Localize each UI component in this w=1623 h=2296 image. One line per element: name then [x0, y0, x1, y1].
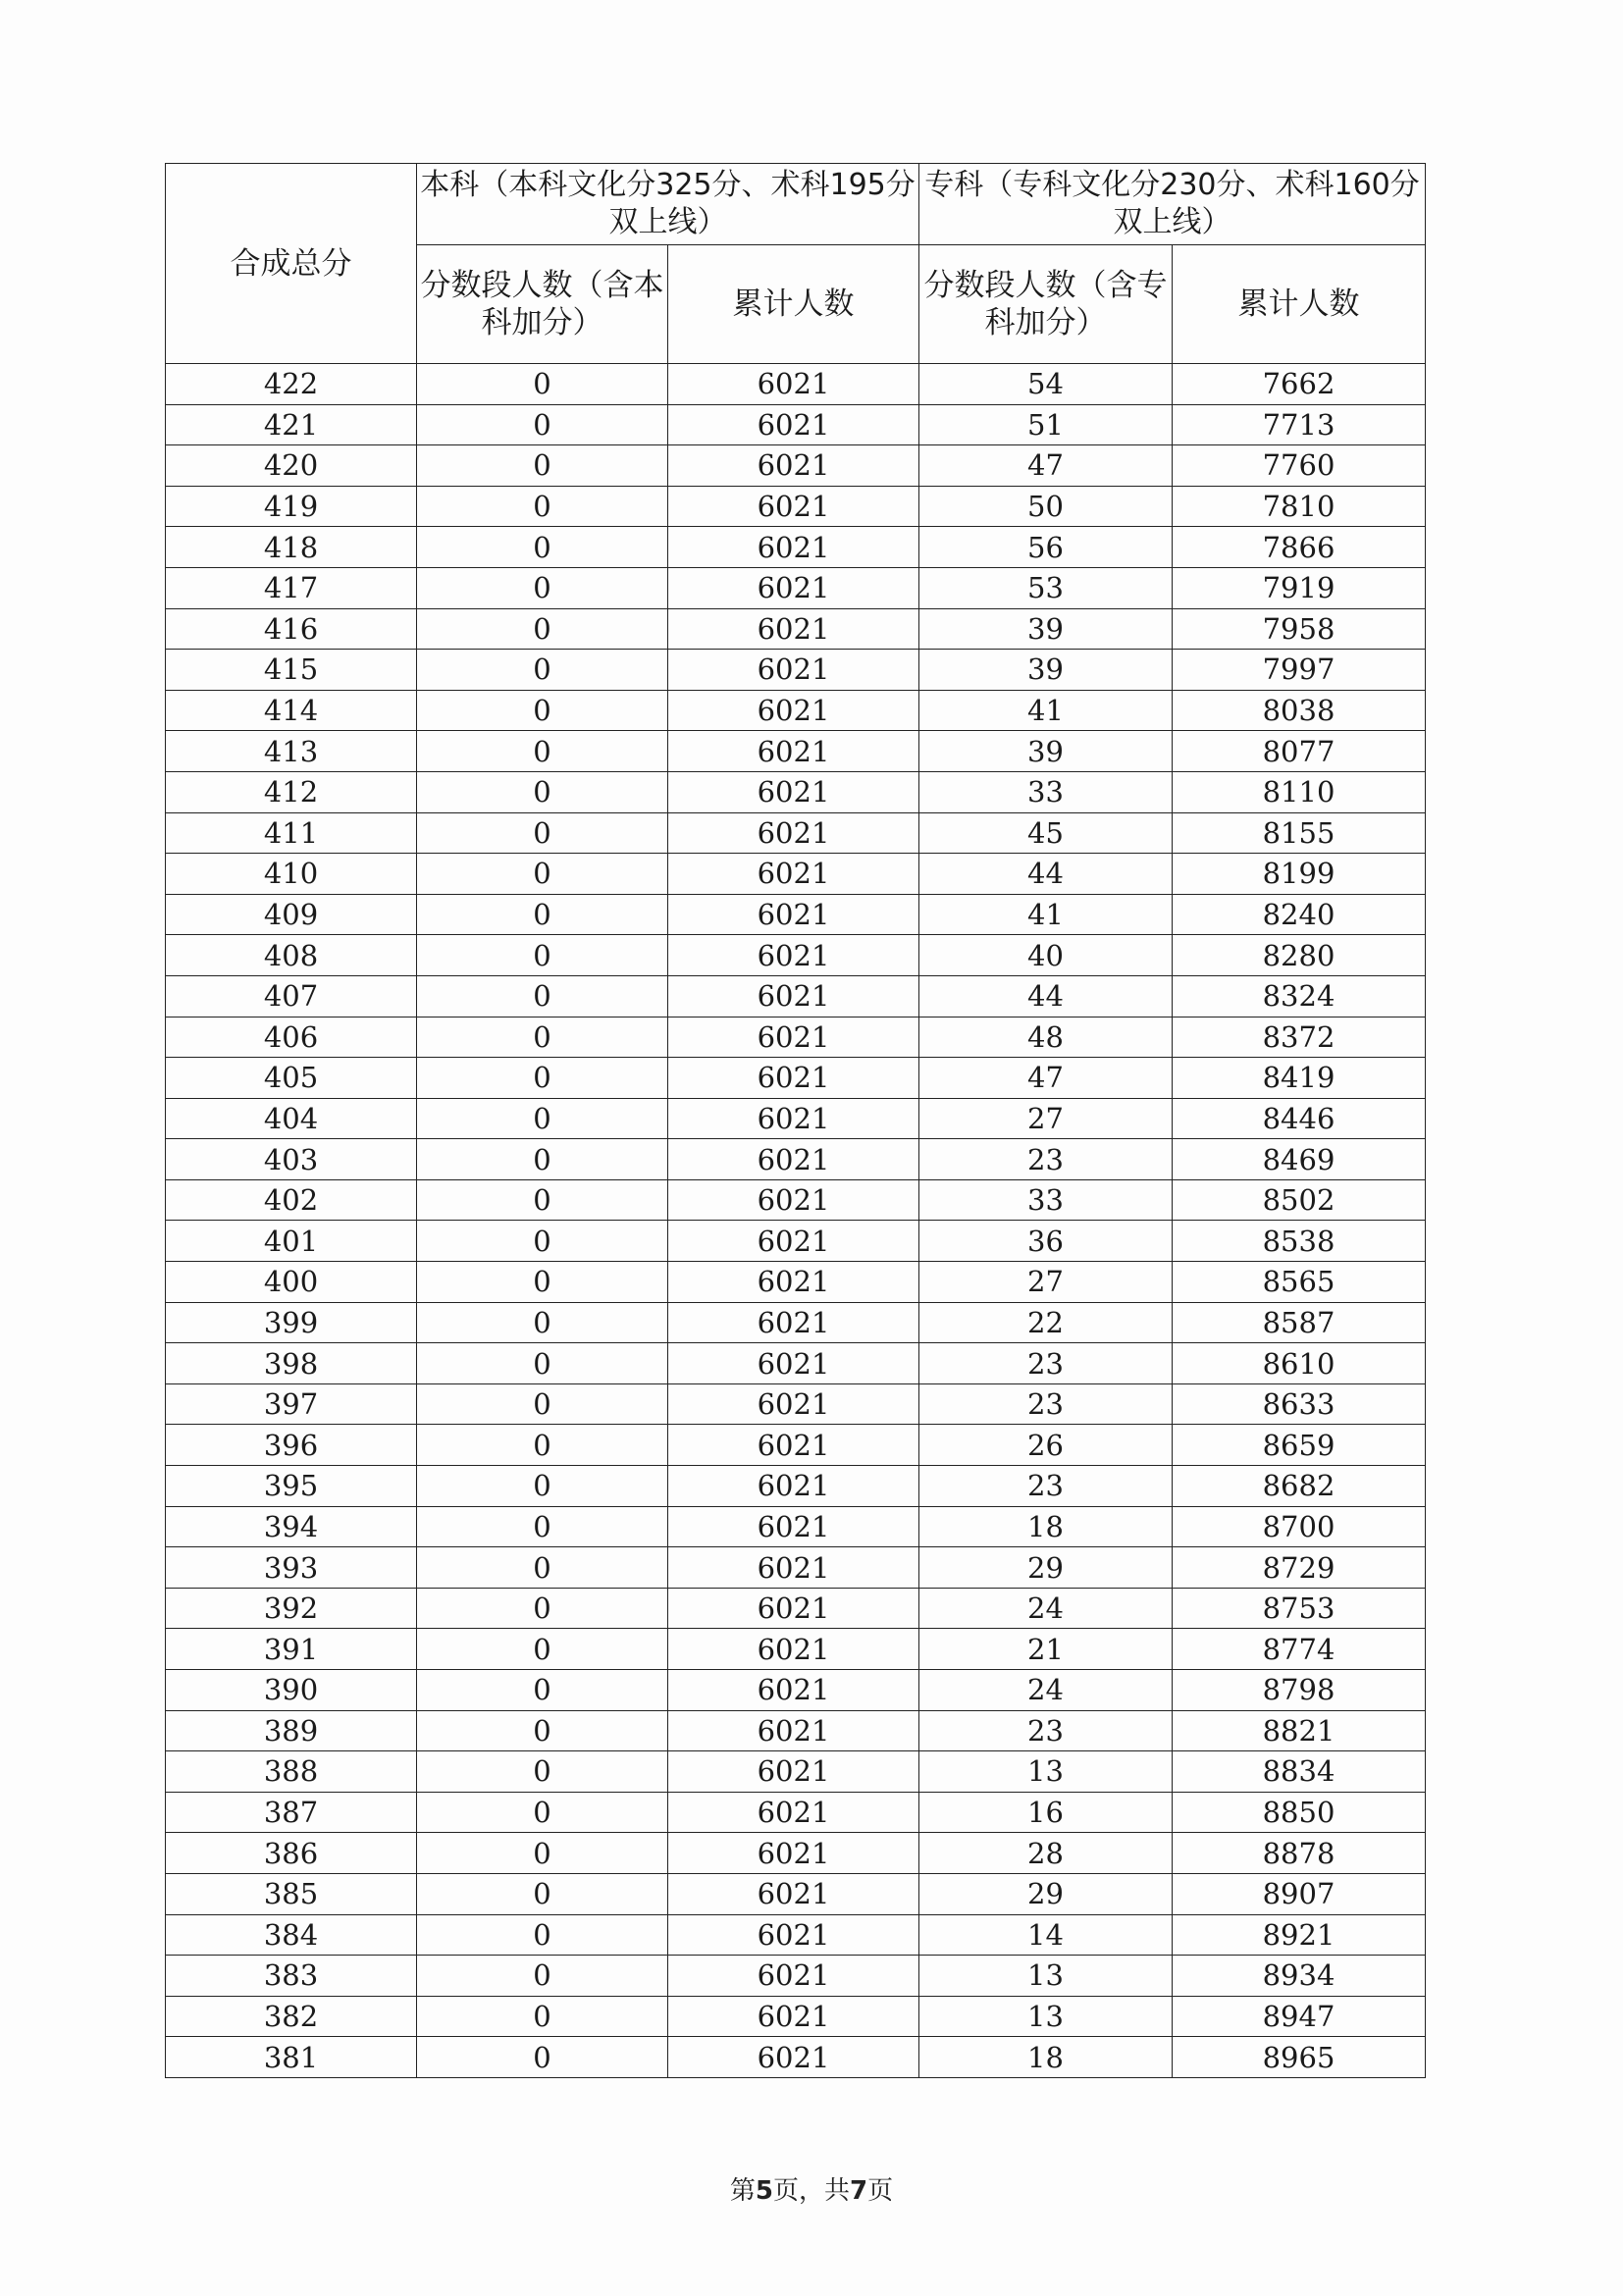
header-ug-segment-count: 分数段人数（含本科加分） — [417, 245, 668, 364]
cell-total-score: 420 — [166, 445, 417, 487]
cell-total-score: 396 — [166, 1425, 417, 1466]
cell-total-score: 402 — [166, 1179, 417, 1221]
table-row — [166, 1262, 1426, 1303]
cell-jc-segment-count: 48 — [919, 1017, 1173, 1058]
cell-ug-cumulative: 6021 — [668, 650, 919, 691]
cell-total-score: 381 — [166, 2037, 417, 2078]
cell-jc-segment-count: 21 — [919, 1629, 1173, 1670]
table-row — [166, 1383, 1426, 1425]
cell-jc-segment-count: 39 — [919, 608, 1173, 650]
cell-jc-cumulative: 8921 — [1173, 1914, 1426, 1956]
cell-ug-cumulative: 6021 — [668, 935, 919, 976]
cell-jc-cumulative: 8907 — [1173, 1873, 1426, 1914]
table-row — [166, 1710, 1426, 1751]
cell-ug-cumulative: 6021 — [668, 445, 919, 487]
table-row — [166, 690, 1426, 731]
table-row — [166, 1751, 1426, 1793]
cell-ug-cumulative: 6021 — [668, 1506, 919, 1547]
cell-total-score: 411 — [166, 812, 417, 854]
cell-ug-cumulative: 6021 — [668, 1466, 919, 1507]
cell-jc-segment-count: 14 — [919, 1914, 1173, 1956]
cell-ug-cumulative: 6021 — [668, 1098, 919, 1139]
cell-ug-segment-count: 0 — [417, 1710, 668, 1751]
cell-jc-cumulative: 8729 — [1173, 1547, 1426, 1589]
cell-ug-segment-count: 0 — [417, 894, 668, 935]
cell-ug-cumulative: 6021 — [668, 854, 919, 895]
cell-ug-segment-count: 0 — [417, 1588, 668, 1629]
cell-ug-cumulative: 6021 — [668, 1956, 919, 1997]
cell-ug-cumulative: 6021 — [668, 731, 919, 772]
table-row — [166, 1179, 1426, 1221]
cell-jc-cumulative: 8878 — [1173, 1833, 1426, 1874]
cell-total-score: 406 — [166, 1017, 417, 1058]
cell-jc-segment-count: 18 — [919, 1506, 1173, 1547]
cell-ug-cumulative: 6021 — [668, 1914, 919, 1956]
cell-ug-segment-count: 0 — [417, 1098, 668, 1139]
cell-jc-cumulative: 8372 — [1173, 1017, 1426, 1058]
cell-jc-cumulative: 8659 — [1173, 1425, 1426, 1466]
cell-total-score: 385 — [166, 1873, 417, 1914]
table-row — [166, 1996, 1426, 2037]
cell-jc-segment-count: 45 — [919, 812, 1173, 854]
cell-ug-cumulative: 6021 — [668, 608, 919, 650]
cell-jc-segment-count: 23 — [919, 1343, 1173, 1384]
cell-jc-segment-count: 24 — [919, 1670, 1173, 1711]
table-row — [166, 1058, 1426, 1099]
cell-jc-cumulative: 8700 — [1173, 1506, 1426, 1547]
cell-total-score: 392 — [166, 1588, 417, 1629]
table-row — [166, 1873, 1426, 1914]
cell-jc-cumulative: 8502 — [1173, 1179, 1426, 1221]
cell-jc-segment-count: 39 — [919, 650, 1173, 691]
cell-jc-segment-count: 22 — [919, 1302, 1173, 1343]
cell-jc-segment-count: 28 — [919, 1833, 1173, 1874]
table-row — [166, 1139, 1426, 1180]
table-row — [166, 1547, 1426, 1589]
cell-ug-segment-count: 0 — [417, 1425, 668, 1466]
table-row — [166, 1956, 1426, 1997]
table-row — [166, 854, 1426, 895]
cell-jc-cumulative: 8774 — [1173, 1629, 1426, 1670]
footer-middle: 页，共 — [772, 2176, 850, 2206]
cell-ug-segment-count: 0 — [417, 1996, 668, 2037]
cell-ug-cumulative: 6021 — [668, 1588, 919, 1629]
table-row — [166, 894, 1426, 935]
table-row — [166, 650, 1426, 691]
cell-total-score: 412 — [166, 771, 417, 812]
cell-ug-cumulative: 6021 — [668, 1425, 919, 1466]
cell-ug-segment-count: 0 — [417, 1302, 668, 1343]
cell-ug-segment-count: 0 — [417, 1914, 668, 1956]
cell-ug-cumulative: 6021 — [668, 567, 919, 608]
cell-ug-segment-count: 0 — [417, 1466, 668, 1507]
table-row — [166, 1098, 1426, 1139]
cell-ug-cumulative: 6021 — [668, 1383, 919, 1425]
cell-ug-cumulative: 6021 — [668, 364, 919, 405]
cell-total-score: 410 — [166, 854, 417, 895]
cell-jc-segment-count: 54 — [919, 364, 1173, 405]
cell-jc-cumulative: 8419 — [1173, 1058, 1426, 1099]
cell-total-score: 400 — [166, 1262, 417, 1303]
cell-jc-cumulative: 8850 — [1173, 1792, 1426, 1833]
cell-jc-segment-count: 41 — [919, 894, 1173, 935]
cell-ug-cumulative: 6021 — [668, 1710, 919, 1751]
table-row — [166, 404, 1426, 445]
cell-ug-cumulative: 6021 — [668, 1547, 919, 1589]
cell-ug-segment-count: 0 — [417, 2037, 668, 2078]
table-row — [166, 975, 1426, 1017]
table-row — [166, 935, 1426, 976]
cell-jc-cumulative: 8834 — [1173, 1751, 1426, 1793]
cell-jc-segment-count: 36 — [919, 1221, 1173, 1262]
cell-jc-segment-count: 44 — [919, 975, 1173, 1017]
table-row — [166, 1833, 1426, 1874]
footer-page-number: 5 — [755, 2176, 773, 2206]
cell-jc-cumulative: 7662 — [1173, 364, 1426, 405]
cell-total-score: 389 — [166, 1710, 417, 1751]
cell-ug-segment-count: 0 — [417, 771, 668, 812]
header-ug-cumulative: 累计人数 — [668, 245, 919, 364]
cell-ug-segment-count: 0 — [417, 486, 668, 527]
cell-ug-segment-count: 0 — [417, 935, 668, 976]
table-row — [166, 1629, 1426, 1670]
cell-ug-segment-count: 0 — [417, 1262, 668, 1303]
cell-ug-segment-count: 0 — [417, 527, 668, 568]
table-row — [166, 1914, 1426, 1956]
cell-ug-segment-count: 0 — [417, 1221, 668, 1262]
cell-jc-segment-count: 29 — [919, 1873, 1173, 1914]
cell-jc-segment-count: 33 — [919, 1179, 1173, 1221]
cell-ug-cumulative: 6021 — [668, 975, 919, 1017]
cell-ug-cumulative: 6021 — [668, 1343, 919, 1384]
cell-ug-cumulative: 6021 — [668, 894, 919, 935]
header-total-score: 合成总分 — [166, 164, 417, 364]
cell-jc-segment-count: 53 — [919, 567, 1173, 608]
cell-jc-segment-count: 26 — [919, 1425, 1173, 1466]
cell-jc-segment-count: 27 — [919, 1262, 1173, 1303]
cell-total-score: 387 — [166, 1792, 417, 1833]
cell-ug-cumulative: 6021 — [668, 1262, 919, 1303]
table-row — [166, 567, 1426, 608]
cell-ug-cumulative: 6021 — [668, 812, 919, 854]
cell-total-score: 416 — [166, 608, 417, 650]
cell-jc-segment-count: 50 — [919, 486, 1173, 527]
cell-jc-cumulative: 8798 — [1173, 1670, 1426, 1711]
cell-jc-segment-count: 56 — [919, 527, 1173, 568]
cell-total-score: 404 — [166, 1098, 417, 1139]
cell-ug-segment-count: 0 — [417, 1956, 668, 1997]
cell-jc-segment-count: 23 — [919, 1710, 1173, 1751]
cell-total-score: 395 — [166, 1466, 417, 1507]
cell-jc-segment-count: 51 — [919, 404, 1173, 445]
cell-total-score: 422 — [166, 364, 417, 405]
cell-total-score: 415 — [166, 650, 417, 691]
cell-ug-cumulative: 6021 — [668, 1996, 919, 2037]
cell-jc-cumulative: 8821 — [1173, 1710, 1426, 1751]
cell-ug-cumulative: 6021 — [668, 2037, 919, 2078]
cell-jc-cumulative: 8965 — [1173, 2037, 1426, 2078]
footer-suffix: 页 — [867, 2176, 894, 2206]
cell-jc-cumulative: 8587 — [1173, 1302, 1426, 1343]
header-jc-segment-count: 分数段人数（含专科加分） — [919, 245, 1173, 364]
cell-total-score: 391 — [166, 1629, 417, 1670]
cell-jc-cumulative: 8280 — [1173, 935, 1426, 976]
cell-total-score: 388 — [166, 1751, 417, 1793]
cell-ug-segment-count: 0 — [417, 404, 668, 445]
table-row — [166, 1302, 1426, 1343]
cell-ug-cumulative: 6021 — [668, 690, 919, 731]
header-undergraduate: 本科（本科文化分325分、术科195分双上线） — [417, 164, 919, 245]
cell-jc-segment-count: 39 — [919, 731, 1173, 772]
cell-jc-cumulative: 7866 — [1173, 527, 1426, 568]
cell-jc-cumulative: 8947 — [1173, 1996, 1426, 2037]
cell-jc-cumulative: 8610 — [1173, 1343, 1426, 1384]
cell-ug-segment-count: 0 — [417, 567, 668, 608]
cell-total-score: 401 — [166, 1221, 417, 1262]
cell-total-score: 417 — [166, 567, 417, 608]
cell-ug-cumulative: 6021 — [668, 1221, 919, 1262]
cell-ug-segment-count: 0 — [417, 690, 668, 731]
cell-jc-cumulative: 8934 — [1173, 1956, 1426, 1997]
header-junior-college: 专科（专科文化分230分、术科160分双上线） — [919, 164, 1426, 245]
table-row — [166, 445, 1426, 487]
table-row — [166, 364, 1426, 405]
cell-total-score: 394 — [166, 1506, 417, 1547]
cell-jc-segment-count: 24 — [919, 1588, 1173, 1629]
cell-total-score: 393 — [166, 1547, 417, 1589]
cell-ug-segment-count: 0 — [417, 1873, 668, 1914]
cell-jc-cumulative: 8682 — [1173, 1466, 1426, 1507]
cell-jc-segment-count: 27 — [919, 1098, 1173, 1139]
cell-jc-segment-count: 13 — [919, 1956, 1173, 1997]
cell-ug-segment-count: 0 — [417, 1751, 668, 1793]
page-footer — [0, 2170, 1623, 2207]
cell-total-score: 383 — [166, 1956, 417, 1997]
cell-ug-cumulative: 6021 — [668, 1670, 919, 1711]
cell-ug-segment-count: 0 — [417, 364, 668, 405]
score-distribution-table — [165, 163, 1426, 2078]
cell-total-score: 390 — [166, 1670, 417, 1711]
cell-jc-cumulative: 8469 — [1173, 1139, 1426, 1180]
cell-ug-segment-count: 0 — [417, 1670, 668, 1711]
cell-total-score: 405 — [166, 1058, 417, 1099]
cell-ug-cumulative: 6021 — [668, 1751, 919, 1793]
cell-jc-cumulative: 7713 — [1173, 404, 1426, 445]
table-row — [166, 1466, 1426, 1507]
cell-ug-segment-count: 0 — [417, 1547, 668, 1589]
cell-jc-cumulative: 8565 — [1173, 1262, 1426, 1303]
cell-ug-cumulative: 6021 — [668, 1179, 919, 1221]
cell-jc-cumulative: 8155 — [1173, 812, 1426, 854]
cell-ug-segment-count: 0 — [417, 1139, 668, 1180]
cell-jc-cumulative: 8324 — [1173, 975, 1426, 1017]
cell-ug-segment-count: 0 — [417, 1343, 668, 1384]
cell-total-score: 399 — [166, 1302, 417, 1343]
cell-jc-cumulative: 8633 — [1173, 1383, 1426, 1425]
cell-total-score: 419 — [166, 486, 417, 527]
table-row — [166, 771, 1426, 812]
cell-ug-segment-count: 0 — [417, 812, 668, 854]
cell-total-score: 408 — [166, 935, 417, 976]
cell-total-score: 409 — [166, 894, 417, 935]
cell-jc-cumulative: 7760 — [1173, 445, 1426, 487]
cell-total-score: 382 — [166, 1996, 417, 2037]
cell-total-score: 418 — [166, 527, 417, 568]
cell-ug-segment-count: 0 — [417, 1629, 668, 1670]
cell-jc-cumulative: 8110 — [1173, 771, 1426, 812]
cell-jc-cumulative: 7919 — [1173, 567, 1426, 608]
cell-jc-segment-count: 23 — [919, 1383, 1173, 1425]
cell-ug-cumulative: 6021 — [668, 404, 919, 445]
cell-ug-segment-count: 0 — [417, 1833, 668, 1874]
table-row — [166, 1588, 1426, 1629]
cell-jc-segment-count: 16 — [919, 1792, 1173, 1833]
cell-total-score: 384 — [166, 1914, 417, 1956]
cell-ug-cumulative: 6021 — [668, 486, 919, 527]
cell-jc-cumulative: 7810 — [1173, 486, 1426, 527]
cell-jc-segment-count: 13 — [919, 1996, 1173, 2037]
cell-ug-cumulative: 6021 — [668, 527, 919, 568]
table-row — [166, 731, 1426, 772]
cell-jc-cumulative: 8038 — [1173, 690, 1426, 731]
table-row — [166, 1792, 1426, 1833]
cell-ug-cumulative: 6021 — [668, 1629, 919, 1670]
cell-jc-segment-count: 47 — [919, 1058, 1173, 1099]
cell-total-score: 421 — [166, 404, 417, 445]
cell-jc-cumulative: 8446 — [1173, 1098, 1426, 1139]
table-row — [166, 608, 1426, 650]
table-body — [166, 364, 1426, 2078]
cell-jc-segment-count: 41 — [919, 690, 1173, 731]
cell-ug-segment-count: 0 — [417, 731, 668, 772]
cell-ug-segment-count: 0 — [417, 854, 668, 895]
cell-jc-cumulative: 7997 — [1173, 650, 1426, 691]
cell-jc-segment-count: 18 — [919, 2037, 1173, 2078]
table-row — [166, 1017, 1426, 1058]
cell-ug-segment-count: 0 — [417, 445, 668, 487]
cell-jc-segment-count: 29 — [919, 1547, 1173, 1589]
cell-total-score: 398 — [166, 1343, 417, 1384]
cell-jc-cumulative: 8753 — [1173, 1588, 1426, 1629]
table-row — [166, 1670, 1426, 1711]
header-jc-cumulative: 累计人数 — [1173, 245, 1426, 364]
table-row — [166, 1221, 1426, 1262]
table-row — [166, 2037, 1426, 2078]
cell-jc-segment-count: 23 — [919, 1139, 1173, 1180]
cell-ug-cumulative: 6021 — [668, 1833, 919, 1874]
cell-ug-segment-count: 0 — [417, 1383, 668, 1425]
cell-ug-segment-count: 0 — [417, 608, 668, 650]
cell-jc-segment-count: 23 — [919, 1466, 1173, 1507]
table-row — [166, 486, 1426, 527]
cell-ug-segment-count: 0 — [417, 1506, 668, 1547]
cell-jc-segment-count: 40 — [919, 935, 1173, 976]
cell-jc-segment-count: 33 — [919, 771, 1173, 812]
cell-ug-cumulative: 6021 — [668, 1873, 919, 1914]
cell-total-score: 414 — [166, 690, 417, 731]
cell-ug-segment-count: 0 — [417, 650, 668, 691]
cell-ug-segment-count: 0 — [417, 1792, 668, 1833]
cell-ug-segment-count: 0 — [417, 1058, 668, 1099]
cell-jc-segment-count: 44 — [919, 854, 1173, 895]
cell-ug-cumulative: 6021 — [668, 1139, 919, 1180]
cell-jc-segment-count: 47 — [919, 445, 1173, 487]
cell-total-score: 407 — [166, 975, 417, 1017]
cell-jc-cumulative: 8199 — [1173, 854, 1426, 895]
table-row — [166, 1343, 1426, 1384]
cell-ug-cumulative: 6021 — [668, 1302, 919, 1343]
cell-ug-cumulative: 6021 — [668, 1058, 919, 1099]
cell-ug-segment-count: 0 — [417, 975, 668, 1017]
cell-jc-cumulative: 7958 — [1173, 608, 1426, 650]
table-row — [166, 1506, 1426, 1547]
cell-total-score: 397 — [166, 1383, 417, 1425]
cell-ug-cumulative: 6021 — [668, 1017, 919, 1058]
cell-jc-segment-count: 13 — [919, 1751, 1173, 1793]
footer-total-pages: 7 — [850, 2176, 868, 2206]
cell-total-score: 386 — [166, 1833, 417, 1874]
cell-jc-cumulative: 8240 — [1173, 894, 1426, 935]
cell-ug-segment-count: 0 — [417, 1017, 668, 1058]
cell-ug-cumulative: 6021 — [668, 771, 919, 812]
footer-prefix: 第 — [729, 2176, 756, 2206]
cell-ug-cumulative: 6021 — [668, 1792, 919, 1833]
cell-total-score: 413 — [166, 731, 417, 772]
cell-jc-cumulative: 8077 — [1173, 731, 1426, 772]
table-row — [166, 812, 1426, 854]
table-row — [166, 527, 1426, 568]
cell-ug-segment-count: 0 — [417, 1179, 668, 1221]
table-row — [166, 1425, 1426, 1466]
cell-total-score: 403 — [166, 1139, 417, 1180]
cell-jc-cumulative: 8538 — [1173, 1221, 1426, 1262]
